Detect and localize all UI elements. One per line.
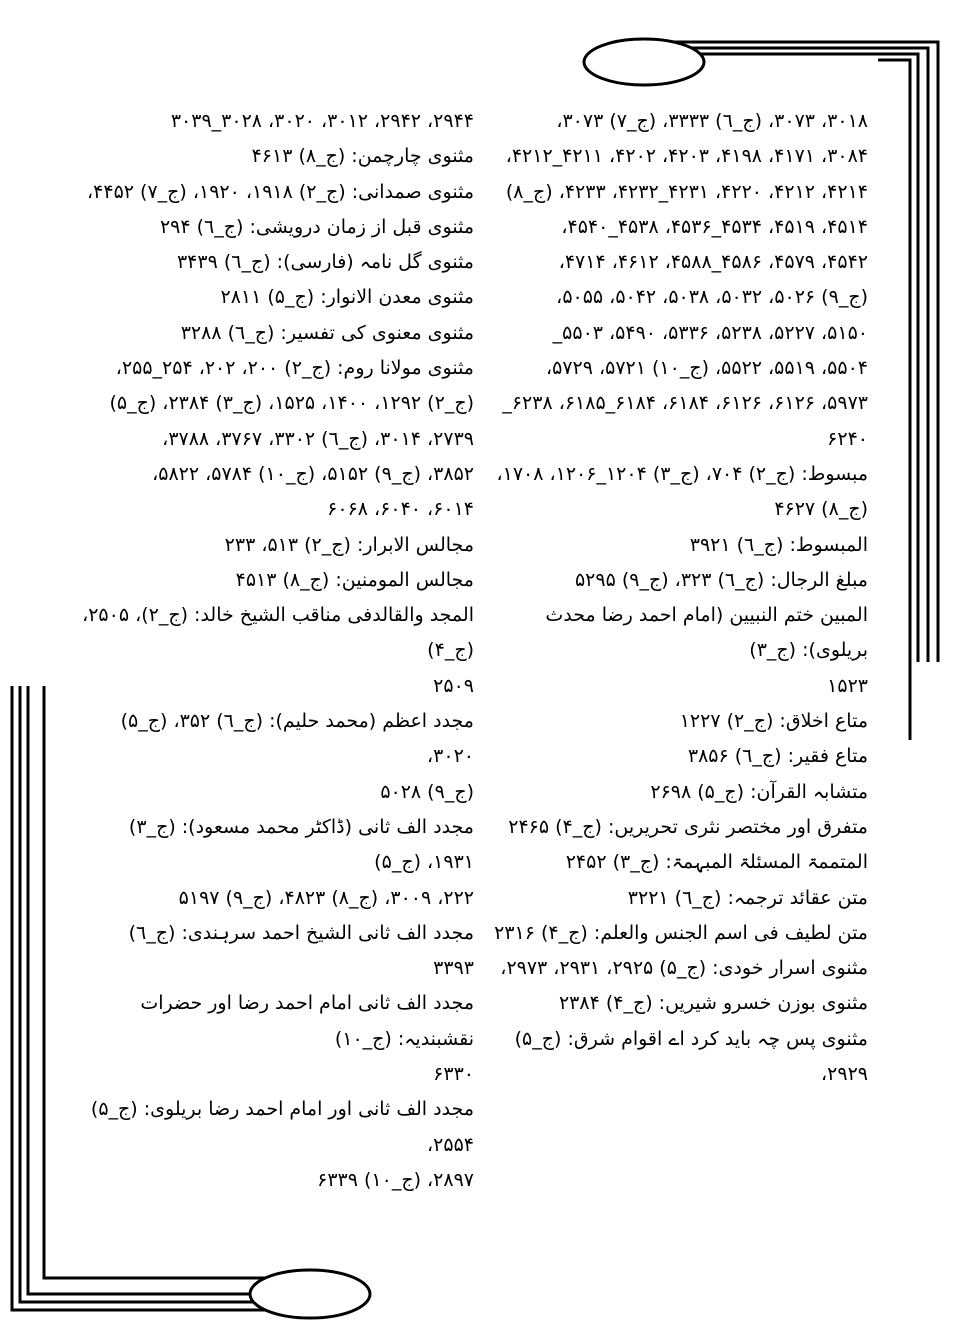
index-line: ۵۵۰۴، ۵۵۱۹، ۵۵۲۲، (ج_۱۰) ۵۷۲۱، ۵۷۲۹،	[545, 357, 868, 380]
index-line: ۳۰۱۸، ۳۰۷۳، (ج_٦) ۳۳۳۳، (ج_۷) ۳۰۷۳،	[556, 110, 868, 132]
bottom-ornament-oval	[250, 1270, 370, 1318]
index-line: مجدد الف ثانی (ڈاکٹر محمد مسعود): (ج_۳) ۱۹۳۱، (ج_۵)	[128, 815, 474, 874]
index-line: ۴۵۴۲، ۴۵۷۹، ۴۵۸۶_۴۵۸۸، ۴۶۱۲، ۴۷۱۴،	[558, 251, 868, 274]
index-line: ۱۵۲۳	[827, 674, 868, 697]
index-line: (ج_۲) ۱۲۹۲، ۱۴۰۰، ۱۵۲۵، (ج_۳) ۲۳۸۴، (ج_۵)	[109, 392, 474, 415]
index-line: (ج_۸) ۴۶۲۷	[774, 498, 868, 521]
index-line: متن لطیف فی اسم الجنس والعلم: (ج_۴) ۲۳۱۶	[494, 921, 868, 944]
index-line: مثنوی گل نامہ (فارسی): (ج_٦) ۳۴۳۹	[176, 251, 474, 274]
index-line: مثنوی مولانا روم: (ج_۲) ۲۰۰، ۲۰۲، ۲۵۴_۲۵۵،	[115, 357, 474, 380]
index-line: مجدد اعظم (محمد حلیم): (ج_٦) ۳۵۲، (ج_۵) ۳۰۲۰،	[120, 710, 474, 768]
index-line: ۲۵۰۹	[433, 674, 474, 697]
index-line: متشابہ القرآن: (ج_۵) ۲۶۹۸	[650, 780, 868, 803]
index-line: (ج_۹) ۵۰۲۸	[380, 780, 474, 803]
index-line: ۴۲۱۴، ۴۲۱۲، ۴۲۲۰، ۴۲۳۱_۴۲۳۲، ۴۲۳۳، (ج_۸)	[505, 180, 868, 203]
left-index-column	[82, 104, 474, 1198]
index-line: ۵۹۷۳، ۶۱۲۶، ۶۱۲۶، ۶۱۸۴، ۶۱۸۴_۶۱۸۵، ۶۲۳۸_	[502, 392, 868, 415]
index-line: ۲۹۴۴، ۲۹۴۲، ۳۰۱۲، ۳۰۲۰، ۳۰۲۸_۳۰۳۹	[170, 110, 474, 132]
index-line: مثنوی معنوی کی تفسیر: (ج_٦) ۳۲۸۸	[180, 321, 474, 344]
index-line: المبسوط: (ج_٦) ۳۹۲۱	[689, 533, 868, 556]
index-line: المجد والقالدفی مناقب الشیخ خالد: (ج_۲)، ۲۵۰۵، (ج_۴)	[82, 604, 474, 662]
index-line: ۵۱۵۰، ۵۲۲۷، ۵۲۳۸، ۵۳۳۶، ۵۴۹۰، ۵۵۰۳_	[552, 321, 868, 344]
index-line: ۲۲۲، ۳۰۰۹، (ج_۸) ۴۸۲۳، (ج_۹) ۵۱۹۷	[178, 886, 474, 909]
index-line: مجالس الابرار: (ج_۲) ۵۱۳، ۲۳۳	[224, 533, 474, 556]
index-line: متاع اخلاق: (ج_۲) ۱۲۲۷	[679, 710, 868, 733]
index-line: مثنوی چارچمن: (ج_۸) ۴۶۱۳	[251, 145, 474, 168]
index-line: ۳۸۵۲، (ج_۹) ۵۱۵۲، (ج_۱۰) ۵۷۸۴، ۵۸۲۲،	[152, 462, 474, 485]
index-line: متاع فقیر: (ج_٦) ۳۸۵۶	[687, 745, 868, 768]
index-line: (ج_۹) ۵۰۲۶، ۵۰۳۲، ۵۰۳۸، ۵۰۴۲، ۵۰۵۵،	[556, 286, 868, 309]
index-line: مجدد الف ثانی اور امام احمد رضا بریلوی: (ج_۵) ۲۵۵۴،	[90, 1098, 474, 1156]
index-line: متفرق اور مختصر نثری تحریریں: (ج_۴) ۲۴۶۵	[508, 815, 868, 838]
index-line: ۶۳۳۰	[433, 1063, 474, 1086]
top-ornament-oval	[584, 39, 704, 85]
index-line: مجدد الف ثانی امام احمد رضا اور حضرات نقشبندیہ: (ج_۱۰)	[140, 992, 474, 1050]
right-index-column	[490, 104, 868, 1092]
index-line: ۲۷۳۹، ۳۰۱۴، (ج_٦) ۳۳۰۲، ۳۷۶۷، ۳۷۸۸،	[162, 427, 474, 450]
index-line: مبلغ الرجال: (ج_٦) ۳۲۳، (ج_۹) ۵۲۹۵	[574, 568, 868, 591]
index-line: متن عقائد ترجمہ: (ج_٦) ۳۲۲۱	[627, 886, 868, 909]
index-line: مثنوی معدن الانوار: (ج_۵) ۲۸۱۱	[220, 286, 474, 309]
index-line: مثنوی اسرار خودی: (ج_۵) ۲۹۲۵، ۲۹۳۱، ۲۹۷۳،	[500, 957, 868, 980]
index-line: المبین ختم النبیین (امام احمد رضا محدث بریلوی): (ج_۳)	[545, 604, 868, 662]
index-line: مثنوی پس چہ باید کرد اے اقوام شرق: (ج_۵) ۲۹۲۹،	[514, 1027, 868, 1086]
index-line: ۶۰۱۴، ۶۰۴۰، ۶۰۶۸	[327, 498, 474, 521]
index-line: مثنوی بوزن خسرو شیریں: (ج_۴) ۲۳۸۴	[558, 992, 868, 1015]
index-line: ۴۵۱۴، ۴۵۱۹، ۴۵۳۴_۴۵۳۶، ۴۵۳۸_۴۵۴۰،	[561, 215, 868, 238]
index-line: مجالس المومنین: (ج_۸) ۴۵۱۳	[235, 568, 474, 591]
index-line: ۲۸۹۷، (ج_۱۰) ۶۳۳۹	[317, 1168, 474, 1191]
index-line: مجدد الف ثانی الشیخ احمد سرہندی: (ج_٦) ۳۳۹۳	[128, 921, 474, 980]
index-line: المتممۃ المسئلۃ المبہمۃ: (ج_۳) ۲۴۵۲	[565, 851, 868, 874]
top-right-border-line-short	[878, 60, 910, 740]
index-line: مثنوی قبل از زمان درویشی: (ج_٦) ۲۹۴	[159, 215, 474, 238]
index-line: ۶۲۴۰	[827, 427, 868, 450]
index-line: مبسوط: (ج_۲) ۷۰۴، (ج_۳) ۱۲۰۴_۱۲۰۶، ۱۷۰۸،	[496, 462, 868, 485]
index-line: ۳۰۸۴، ۴۱۷۱، ۴۱۹۸، ۴۲۰۳، ۴۲۰۲، ۴۲۱۱_۴۲۱۲،	[505, 145, 868, 168]
index-line: مثنوی صمدانی: (ج_۲) ۱۹۱۸، ۱۹۲۰، (ج_۷) ۴۴۵۲،	[87, 180, 474, 203]
